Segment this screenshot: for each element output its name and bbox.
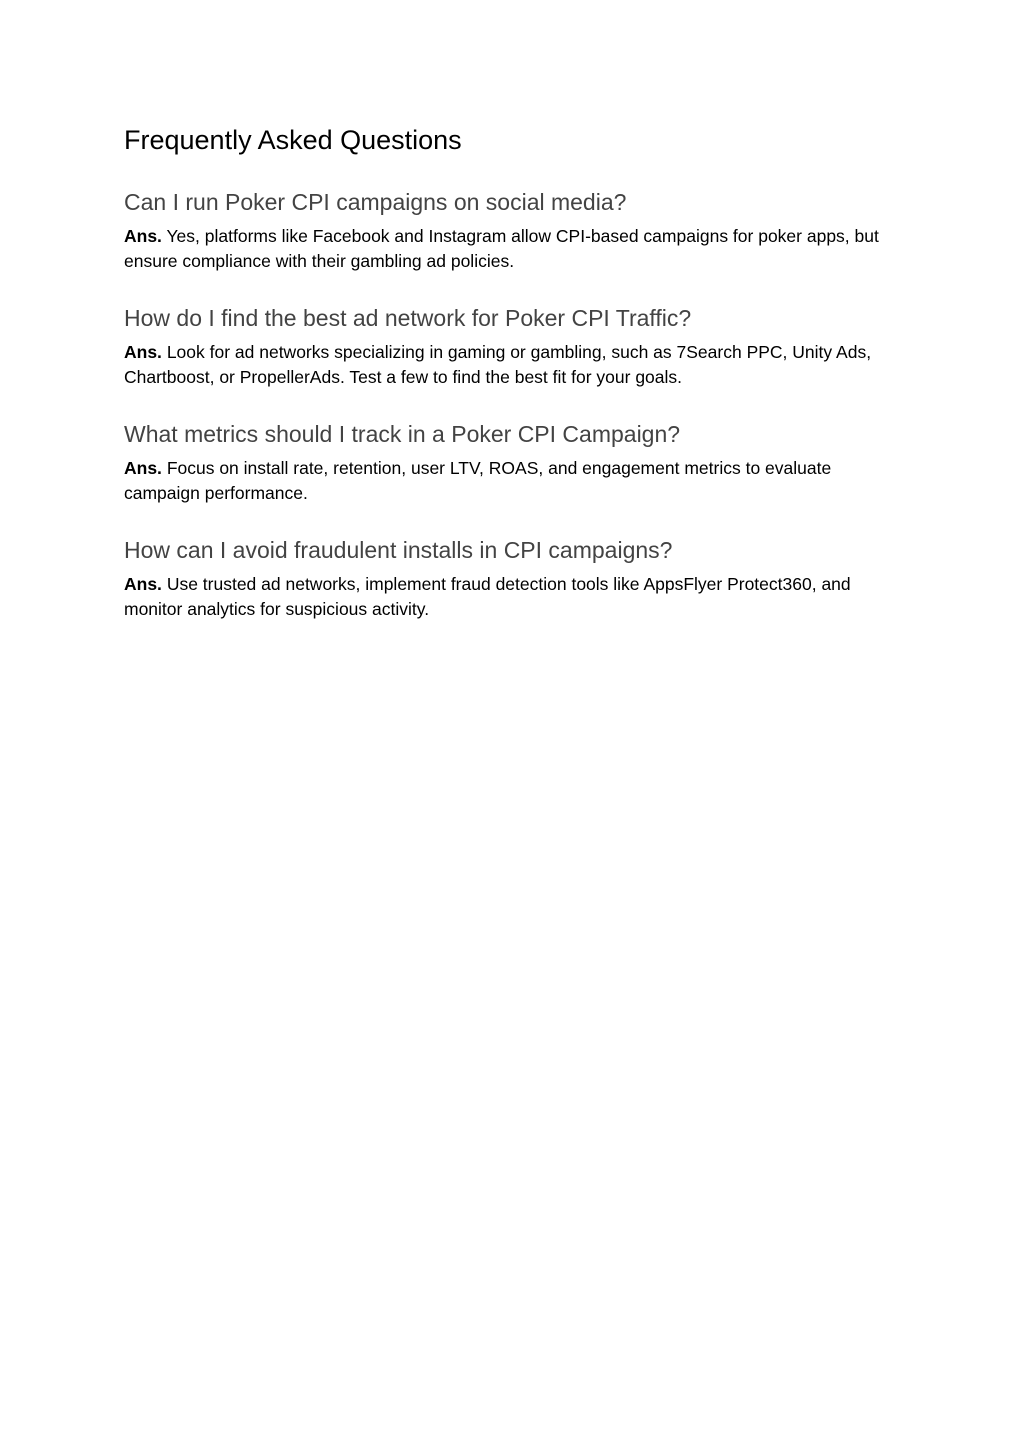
faq-item <box>124 532 904 622</box>
faq-answer <box>124 572 904 622</box>
document-page <box>124 118 904 648</box>
answer-label: Ans. <box>124 458 162 478</box>
faq-answer <box>124 456 904 506</box>
answer-text: Focus on install rate, retention, user LTV, ROAS, and engagement metrics to evaluate campaign performance. <box>124 458 832 503</box>
answer-text: Look for ad networks specializing in gaming or gambling, such as 7Search PPC, Unity Ads, Chartboost, or PropellerAds. Test a few to find the best fit for your goals. <box>124 342 872 387</box>
faq-answer <box>124 224 904 274</box>
faq-question: How can I avoid fraudulent installs in CPI campaigns? <box>124 537 673 563</box>
faq-item <box>124 416 904 506</box>
page-title: Frequently Asked Questions <box>124 125 462 155</box>
faq-item <box>124 184 904 274</box>
answer-text: Use trusted ad networks, implement fraud detection tools like AppsFlyer Protect360, and monitor analytics for suspicious activity. <box>124 574 851 619</box>
answer-label: Ans. <box>124 574 162 594</box>
faq-item <box>124 300 904 390</box>
answer-label: Ans. <box>124 226 162 246</box>
faq-question: What metrics should I track in a Poker CPI Campaign? <box>124 421 681 447</box>
answer-label: Ans. <box>124 342 162 362</box>
faq-list <box>124 184 904 622</box>
faq-answer <box>124 340 904 390</box>
answer-text: Yes, platforms like Facebook and Instagram allow CPI-based campaigns for poker apps, but ensure compliance with their gambling ad policies. <box>124 226 879 271</box>
faq-question: Can I run Poker CPI campaigns on social media? <box>124 189 627 215</box>
faq-question: How do I find the best ad network for Poker CPI Traffic? <box>124 305 692 331</box>
